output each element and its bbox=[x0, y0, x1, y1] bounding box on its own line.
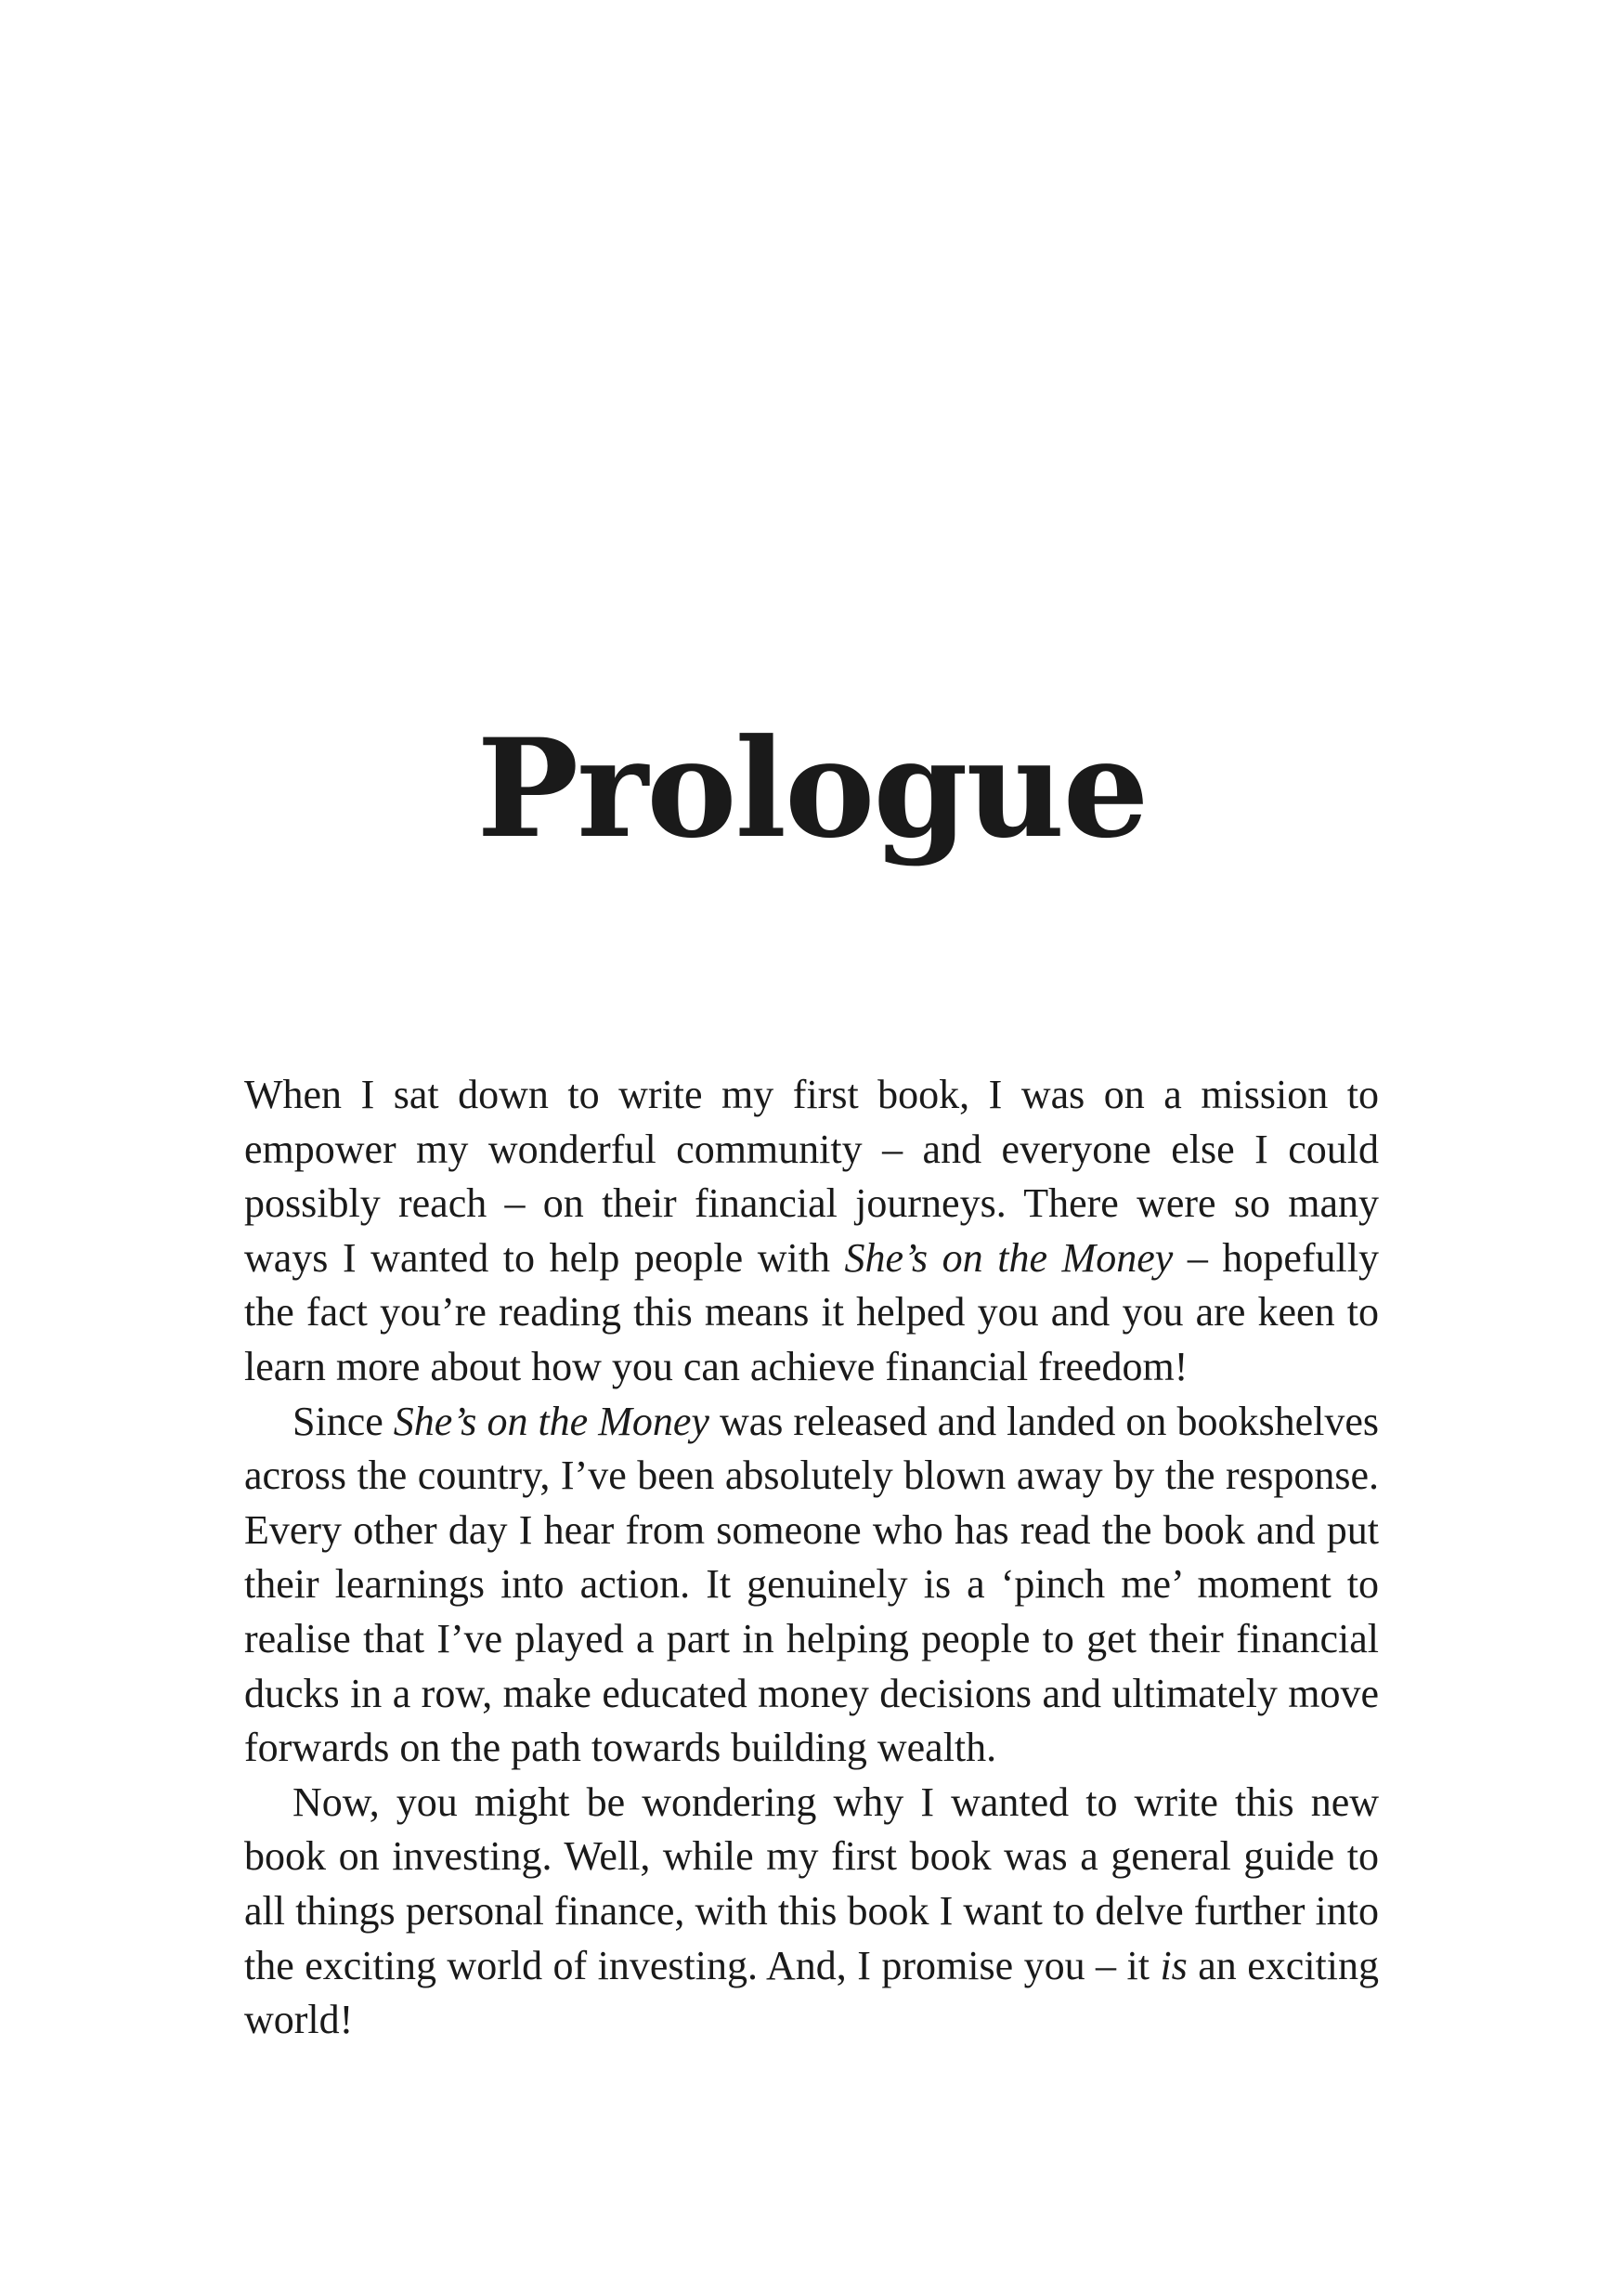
text-run: When I sat down to write my first book, I was on a mission to empower my wonderful community – and everyone else I could possibly reach – on their financial journeys. There were so many ways I wanted to help people with bbox=[244, 1072, 1379, 1281]
text-run: – hopefully the fact you’re reading this means it helped you and you are keen to learn more about how you can achieve financial freedom! bbox=[244, 1234, 1380, 1389]
paragraph bbox=[244, 1776, 1379, 2048]
paragraph bbox=[244, 1068, 1379, 1395]
italic-text-run: is bbox=[1160, 1942, 1188, 1988]
italic-text-run: She’s on the Money bbox=[844, 1234, 1174, 1281]
body-text bbox=[244, 1068, 1379, 2048]
text-run: an exciting world! bbox=[244, 1942, 1379, 2043]
text-run: Now, you might be wondering why I wanted to write this new book on investing. Well, while my first book was a general guide to all things personal finance, with this book I want to delve further into the exciting world of investing. And, I promise you – it bbox=[244, 1778, 1379, 1988]
text-run: was released and landed on bookshelves across the country, I’ve been absolutely blown away by the response. Every other day I hear from someone who has read the book and put their learnings into action. It genuinely is a ‘pinch me’ moment to realise that I’ve played a part in helping people to get their financial ducks in a row, make educated money decisions and ultimately move forwards on the path towards building wealth. bbox=[244, 1398, 1379, 1771]
paragraph bbox=[244, 1395, 1379, 1776]
chapter-title: Prologue bbox=[476, 710, 1148, 868]
text-run: Since bbox=[292, 1398, 394, 1444]
italic-text-run: She’s on the Money bbox=[393, 1398, 709, 1444]
